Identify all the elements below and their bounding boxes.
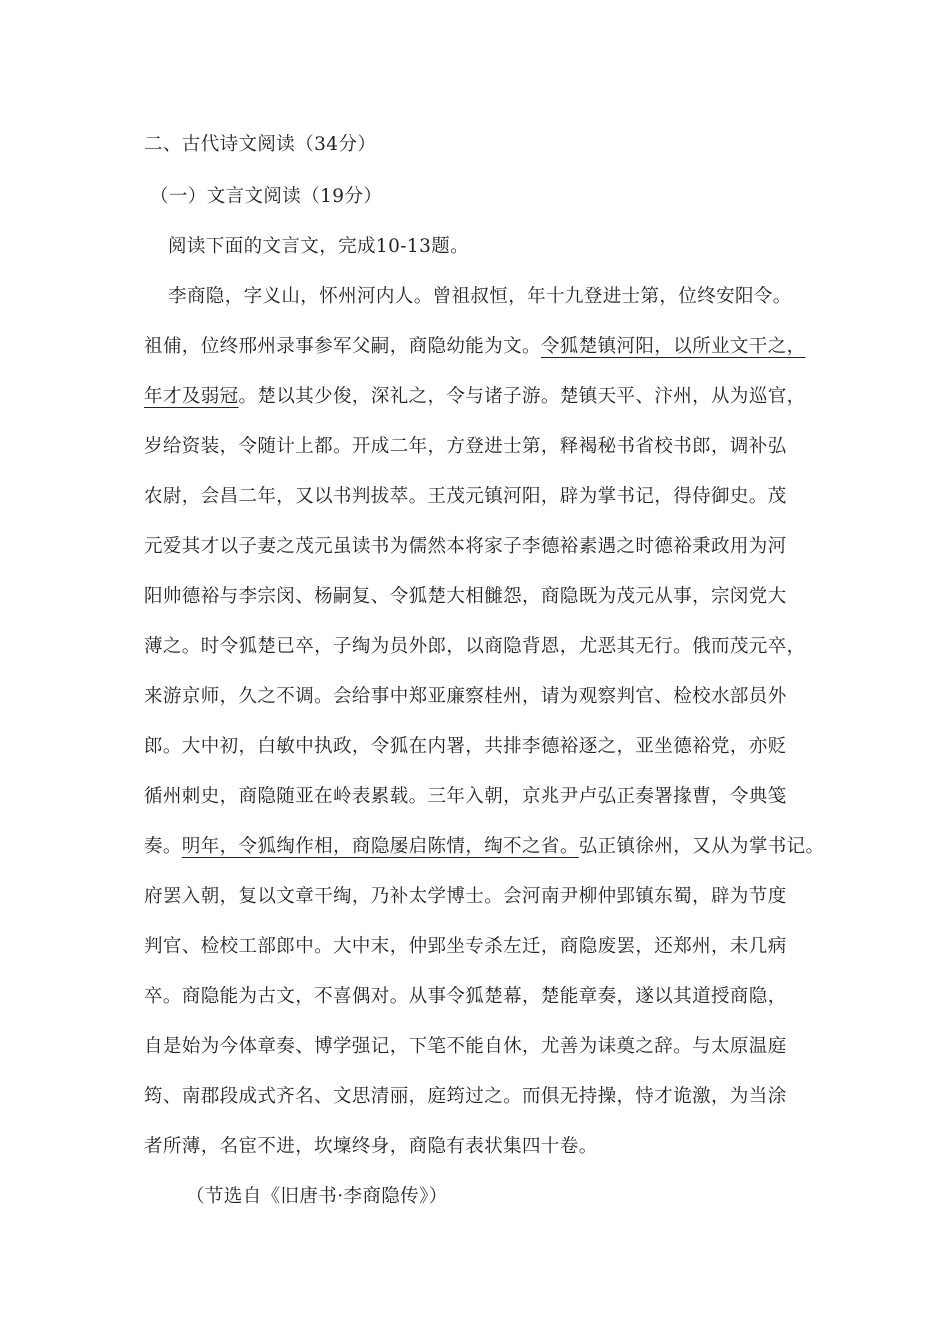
passage-line: 循州刺史，商隐随亚在岭表累载。三年入朝，京兆尹卢弘正奏署掾曹，令典笺 <box>144 786 787 807</box>
passage-line: 判官、检校工部郎中。大中末，仲郢坐专杀左迁，商隐废罢，还郑州，未几病 <box>144 936 787 957</box>
passage-text: 祖俌，位终邢州录事参军父嗣，商隐幼能为文。 <box>144 336 541 357</box>
passage-text: 。楚以其少俊，深礼之，令与诸子游。楚镇天平、汴州，从为巡官， <box>238 386 806 407</box>
passage-line: 岁给资装，令随计上都。开成二年，方登进士第，释褐秘书省校书郎，调补弘 <box>144 436 787 457</box>
source-citation: （节选自《旧唐书·李商隐传》） <box>186 1186 448 1207</box>
passage-line <box>144 332 806 358</box>
passage-line: 郎。大中初，白敏中执政，令狐在内署，共排李德裕逐之，亚坐德裕党，亦贬 <box>144 736 787 757</box>
underlined-sentence: 年才及弱冠 <box>144 386 239 407</box>
passage-line: 卒。商隐能为古文，不喜偶对。从事令狐楚幕，楚能章奏，遂以其道授商隐， <box>144 986 787 1007</box>
passage-text: 奏。 <box>144 836 182 857</box>
passage-line: 薄之。时令狐楚已卒，子绹为员外郎，以商隐背恩，尤恶其无行。俄而茂元卒， <box>144 636 806 657</box>
passage-line: 阳帅德裕与李宗闵、杨嗣复、令狐楚大相雠怨，商隐既为茂元从事，宗闵党大 <box>144 586 787 607</box>
passage-line: 者所薄，名宦不进，坎壈终身，商隐有表状集四十卷。 <box>144 1136 598 1157</box>
instruction-text: 阅读下面的文言文，完成10-13题。 <box>168 236 470 257</box>
underlined-sentence: 令狐楚镇河阳，以所业文干之， <box>540 336 806 357</box>
section-heading: 二、古代诗文阅读（34分） <box>144 134 377 155</box>
passage-line: 筠、南郡段成式齐名、文思清丽，庭筠过之。而俱无持操，恃才诡激，为当涂 <box>144 1086 787 1107</box>
passage-line: 府罢入朝，复以文章干绹，乃补太学博士。会河南尹柳仲郢镇东蜀，辟为节度 <box>144 886 787 907</box>
passage-line: 来游京师，久之不调。会给事中郑亚廉察桂州，请为观察判官、检校水部员外 <box>144 686 787 707</box>
passage-text: 弘正镇徐州，又从为掌书记。 <box>578 836 825 857</box>
passage-line: 李商隐，字义山，怀州河内人。曾祖叔恒，年十九登进士第，位终安阳令。 <box>168 286 792 307</box>
subsection-heading: （一）文言文阅读（19分） <box>150 186 383 207</box>
passage-line: 元爱其才以子妻之茂元虽读书为儒然本将家子李德裕素遇之时德裕秉政用为河 <box>144 536 787 557</box>
underlined-sentence: 明年，令狐绹作相，商隐屡启陈情，绹不之省。 <box>181 836 579 857</box>
passage-line: 农尉，会昌二年，又以书判拔萃。王茂元镇河阳，辟为掌书记，得侍御史。茂 <box>144 486 787 507</box>
passage-line <box>144 382 806 408</box>
passage-line: 自是始为今体章奏、博学强记，下笔不能自休，尤善为诔奠之辞。与太原温庭 <box>144 1036 787 1057</box>
passage-line <box>144 832 824 858</box>
